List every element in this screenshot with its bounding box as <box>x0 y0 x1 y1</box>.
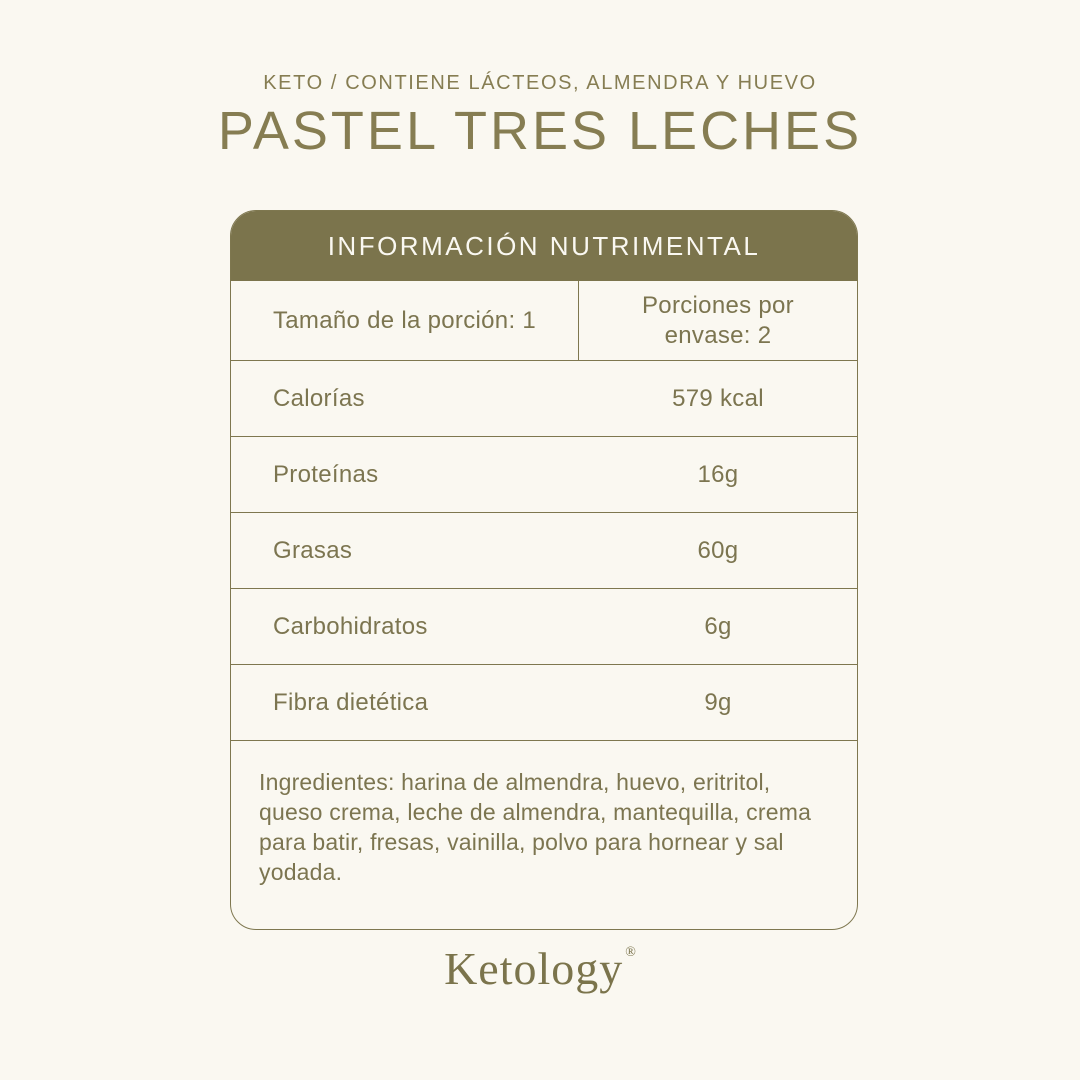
ingredients-text: Ingredientes: harina de almendra, huevo, eritritol, queso crema, leche de almendra, mantequilla, crema para batir, fresas, vainilla, polvo para hornear y sal yodada. <box>259 769 812 885</box>
nutrient-row-protein <box>231 437 857 513</box>
serving-row <box>231 281 857 361</box>
brand-name: Ketology <box>444 943 624 994</box>
product-title: PASTEL TRES LECHES <box>217 101 863 161</box>
nutrient-value: 9g <box>704 688 732 716</box>
nutrient-label: Fibra dietética <box>273 688 429 716</box>
nutrient-row-carbs <box>231 589 857 665</box>
nutrient-label: Proteínas <box>273 460 379 488</box>
nutrient-value: 579 kcal <box>672 384 764 412</box>
nutrient-value: 6g <box>704 612 732 640</box>
nutrient-label: Carbohidratos <box>273 612 428 640</box>
nutrient-row-calories <box>231 361 857 437</box>
nutrient-label: Calorías <box>273 384 365 412</box>
nutrient-label: Grasas <box>273 536 353 564</box>
nutrient-row-fat <box>231 513 857 589</box>
registered-trademark-symbol: ® <box>625 945 636 960</box>
serving-size-cell: Tamaño de la porción: 1 <box>231 281 579 360</box>
product-kicker: KETO / CONTIENE LÁCTEOS, ALMENDRA Y HUEVO <box>263 72 817 94</box>
nutrient-row-fiber <box>231 665 857 741</box>
brand-logo <box>0 942 1080 995</box>
nutrient-value: 60g <box>697 536 739 564</box>
nutrition-panel <box>230 210 858 930</box>
servings-per-container-cell: Porciones por envase: 2 <box>642 291 794 349</box>
nutrition-panel-title: INFORMACIÓN NUTRIMENTAL <box>231 211 857 281</box>
nutrient-value: 16g <box>697 460 739 488</box>
